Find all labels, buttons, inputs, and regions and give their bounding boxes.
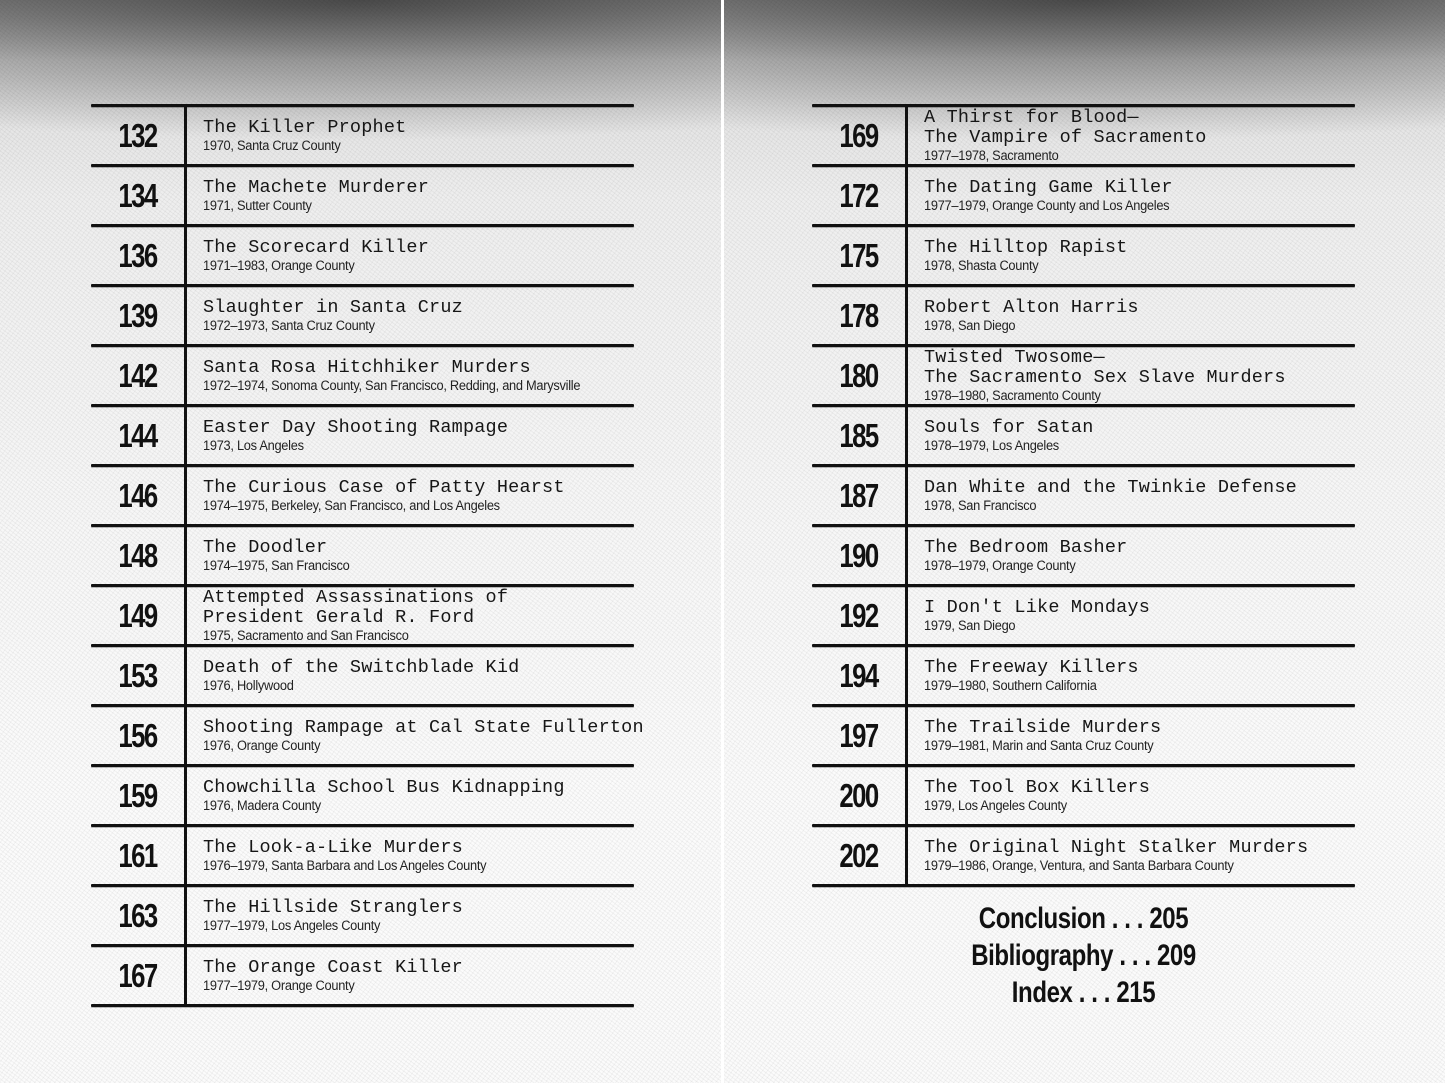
- toc-chapter-subtitle: 1977–1979, Los Angeles County: [203, 918, 381, 933]
- toc-page-number: 161: [118, 836, 157, 874]
- toc-chapter-title: The Sacramento Sex Slave Murders: [924, 367, 1286, 388]
- toc-page-number: 172: [839, 176, 878, 214]
- toc-chapter-title: Death of the Switchblade Kid: [203, 657, 520, 678]
- toc-page-number: 156: [118, 716, 157, 754]
- toc-page-number: 167: [118, 956, 157, 994]
- toc-chapter-title: The Killer Prophet: [203, 117, 407, 138]
- back-matter-entry[interactable]: Index . . . 215: [1011, 976, 1156, 1009]
- toc-chapter-subtitle: 1974–1975, Berkeley, San Francisco, and Los Angeles: [203, 498, 500, 513]
- toc-entry-text: [908, 767, 1150, 824]
- toc-entry[interactable]: [812, 767, 1355, 824]
- toc-entry[interactable]: [91, 347, 634, 404]
- toc-chapter-title: The Orange Coast Killer: [203, 957, 463, 978]
- toc-entry[interactable]: [91, 107, 634, 164]
- toc-entry[interactable]: [91, 947, 634, 1004]
- toc-entry-text: [187, 527, 357, 584]
- toc-chapter-subtitle: 1978, Shasta County: [924, 258, 1039, 273]
- toc-chapter-subtitle: 1975, Sacramento and San Francisco: [203, 628, 409, 643]
- toc-chapter-subtitle: 1974–1975, San Francisco: [203, 558, 350, 573]
- toc-chapter-subtitle: 1979–1981, Marin and Santa Cruz County: [924, 738, 1154, 753]
- toc-chapter-subtitle: 1977–1979, Orange County and Los Angeles: [924, 198, 1170, 213]
- toc-chapter-title: Dan White and the Twinkie Defense: [924, 477, 1297, 498]
- toc-page-number: 132: [118, 116, 157, 154]
- toc-page-number: 178: [839, 296, 878, 334]
- toc-rule: [812, 884, 1355, 887]
- toc-page-number: 148: [118, 536, 157, 574]
- toc-chapter-subtitle: 1977–1979, Orange County: [203, 978, 355, 993]
- toc-page-number: 169: [839, 116, 878, 154]
- toc-chapter-subtitle: 1972–1974, Sonoma County, San Francisco, Redding, and Marysville: [203, 378, 581, 393]
- toc-chapter-title: The Curious Case of Patty Hearst: [203, 477, 565, 498]
- toc-entry[interactable]: [812, 467, 1355, 524]
- toc-entry-text: [908, 527, 1127, 584]
- toc-entry-text: [187, 587, 508, 644]
- toc-entry-text: [187, 167, 429, 224]
- toc-chapter-title: The Tool Box Killers: [924, 777, 1151, 798]
- toc-entry[interactable]: [812, 227, 1355, 284]
- toc-chapter-title: A Thirst for Blood—: [924, 107, 1139, 128]
- toc-chapter-subtitle: 1976, Madera County: [203, 798, 321, 813]
- toc-entry[interactable]: [812, 407, 1355, 464]
- toc-entry-text: [187, 947, 463, 1004]
- toc-entry-text: [187, 467, 565, 524]
- toc-list-left: [91, 104, 644, 1007]
- toc-chapter-subtitle: 1976, Hollywood: [203, 678, 294, 693]
- toc-page-number: 153: [118, 656, 157, 694]
- toc-page-number: 144: [118, 416, 157, 454]
- toc-page-number: 197: [839, 716, 878, 754]
- toc-entry-text: [908, 167, 1182, 224]
- toc-entry[interactable]: [812, 167, 1355, 224]
- toc-chapter-subtitle: 1973, Los Angeles: [203, 438, 304, 453]
- toc-entry[interactable]: [812, 107, 1355, 164]
- toc-entry[interactable]: [812, 647, 1355, 704]
- toc-page-number: 159: [118, 776, 157, 814]
- toc-entry[interactable]: [812, 707, 1355, 764]
- toc-entry-text: [187, 767, 565, 824]
- toc-chapter-subtitle: 1978–1979, Orange County: [924, 558, 1076, 573]
- toc-page-number: 175: [839, 236, 878, 274]
- toc-entry-text: [187, 347, 600, 404]
- toc-page-number: 187: [839, 476, 878, 514]
- toc-entry-text: [187, 647, 519, 704]
- toc-chapter-subtitle: 1971, Sutter County: [203, 198, 312, 213]
- toc-chapter-subtitle: 1979, San Diego: [924, 618, 1016, 633]
- toc-chapter-title: Easter Day Shooting Rampage: [203, 417, 509, 438]
- toc-entry[interactable]: [91, 167, 634, 224]
- toc-chapter-subtitle: 1971–1983, Orange County: [203, 258, 355, 273]
- toc-entry-text: [908, 107, 1207, 164]
- toc-page-number: 136: [118, 236, 157, 274]
- toc-entry[interactable]: [812, 827, 1355, 884]
- toc-page-number: 139: [118, 296, 157, 334]
- toc-chapter-title: Santa Rosa Hitchhiker Murders: [203, 357, 531, 378]
- toc-chapter-title: The Hilltop Rapist: [924, 237, 1128, 258]
- toc-chapter-title: The Freeway Killers: [924, 657, 1139, 678]
- toc-page-number: 202: [839, 836, 878, 874]
- toc-entry[interactable]: [812, 587, 1355, 644]
- toc-chapter-title: Souls for Satan: [924, 417, 1094, 438]
- toc-chapter-title: The Doodler: [203, 537, 328, 558]
- toc-entry[interactable]: [812, 347, 1355, 404]
- toc-chapter-subtitle: 1978, San Diego: [924, 318, 1016, 333]
- toc-page-number: 200: [839, 776, 878, 814]
- toc-page-number: 185: [839, 416, 878, 454]
- toc-entry-text: [908, 827, 1308, 884]
- toc-entry[interactable]: [91, 587, 634, 644]
- toc-chapter-subtitle: 1978–1979, Los Angeles: [924, 438, 1059, 453]
- toc-entry-text: [908, 647, 1139, 704]
- toc-chapter-subtitle: 1972–1973, Santa Cruz County: [203, 318, 375, 333]
- toc-entry-text: [187, 707, 644, 764]
- toc-page-number: 192: [839, 596, 878, 634]
- toc-chapter-title: Shooting Rampage at Cal State Fullerton: [203, 717, 644, 738]
- toc-entry[interactable]: [91, 707, 644, 764]
- toc-page-number: 146: [118, 476, 157, 514]
- toc-page-number: 163: [118, 896, 157, 934]
- toc-chapter-subtitle: 1979–1980, Southern California: [924, 678, 1097, 693]
- toc-entry-text: [187, 107, 406, 164]
- toc-chapter-subtitle: 1976–1979, Santa Barbara and Los Angeles County: [203, 858, 487, 873]
- toc-chapter-title: The Vampire of Sacramento: [924, 127, 1207, 148]
- toc-entry-text: [908, 287, 1139, 344]
- toc-chapter-title: The Hillside Stranglers: [203, 897, 463, 918]
- toc-entry[interactable]: [91, 227, 634, 284]
- toc-chapter-title: Attempted Assassinations of: [203, 587, 509, 608]
- toc-entry[interactable]: [91, 407, 634, 464]
- toc-entry-text: [187, 227, 429, 284]
- back-matter-entry[interactable]: Conclusion . . . 205: [978, 902, 1189, 935]
- toc-entry[interactable]: [91, 767, 634, 824]
- toc-chapter-subtitle: 1978, San Francisco: [924, 498, 1037, 513]
- back-matter-entry[interactable]: Bibliography . . . 209: [971, 939, 1196, 972]
- toc-entry-text: [908, 347, 1286, 404]
- toc-entry-text: [187, 887, 463, 944]
- toc-chapter-subtitle: 1979–1986, Orange, Ventura, and Santa Barbara County: [924, 858, 1234, 873]
- toc-entry[interactable]: [812, 287, 1355, 344]
- toc-page-number: 190: [839, 536, 878, 574]
- toc-entry-text: [908, 407, 1094, 464]
- right-page: [724, 0, 1445, 1083]
- toc-list-right: [812, 104, 1355, 887]
- toc-chapter-title: The Scorecard Killer: [203, 237, 430, 258]
- toc-page-number: 149: [118, 596, 157, 634]
- toc-chapter-subtitle: 1977–1978, Sacramento: [924, 148, 1059, 163]
- toc-chapter-subtitle: 1978–1980, Sacramento County: [924, 388, 1101, 403]
- toc-page-number: 134: [118, 176, 157, 214]
- toc-chapter-title: Slaughter in Santa Cruz: [203, 297, 463, 318]
- toc-entry[interactable]: [91, 467, 634, 524]
- toc-entry[interactable]: [91, 527, 634, 584]
- toc-entry-text: [908, 467, 1297, 524]
- toc-entry-text: [908, 707, 1166, 764]
- toc-chapter-subtitle: 1970, Santa Cruz County: [203, 138, 341, 153]
- back-matter-list: [812, 900, 1355, 1011]
- toc-chapter-title: The Dating Game Killer: [924, 177, 1173, 198]
- toc-entry[interactable]: [812, 527, 1355, 584]
- toc-entry-text: [187, 287, 463, 344]
- toc-entry-text: [908, 587, 1150, 644]
- toc-entry[interactable]: [91, 287, 634, 344]
- toc-rule: [91, 1004, 634, 1007]
- toc-chapter-title: Robert Alton Harris: [924, 297, 1139, 318]
- toc-entry-text: [187, 407, 508, 464]
- toc-entry-text: [187, 827, 501, 884]
- toc-page-number: 180: [839, 356, 878, 394]
- toc-entry-text: [908, 227, 1127, 284]
- toc-entry[interactable]: [91, 887, 634, 944]
- toc-chapter-subtitle: 1979, Los Angeles County: [924, 798, 1067, 813]
- toc-chapter-title: President Gerald R. Ford: [203, 607, 475, 628]
- toc-chapter-title: The Bedroom Basher: [924, 537, 1128, 558]
- toc-page-number: 142: [118, 356, 157, 394]
- toc-entry[interactable]: [91, 827, 634, 884]
- toc-chapter-title: Twisted Twosome—: [924, 347, 1105, 368]
- toc-chapter-title: Chowchilla School Bus Kidnapping: [203, 777, 565, 798]
- toc-chapter-title: The Trailside Murders: [924, 717, 1162, 738]
- toc-chapter-title: The Original Night Stalker Murders: [924, 837, 1309, 858]
- toc-chapter-title: I Don't Like Mondays: [924, 597, 1151, 618]
- toc-chapter-title: The Machete Murderer: [203, 177, 430, 198]
- toc-page-number: 194: [839, 656, 878, 694]
- toc-chapter-subtitle: 1976, Orange County: [203, 738, 321, 753]
- toc-entry[interactable]: [91, 647, 634, 704]
- left-page: [0, 0, 721, 1083]
- toc-chapter-title: The Look-a-Like Murders: [203, 837, 463, 858]
